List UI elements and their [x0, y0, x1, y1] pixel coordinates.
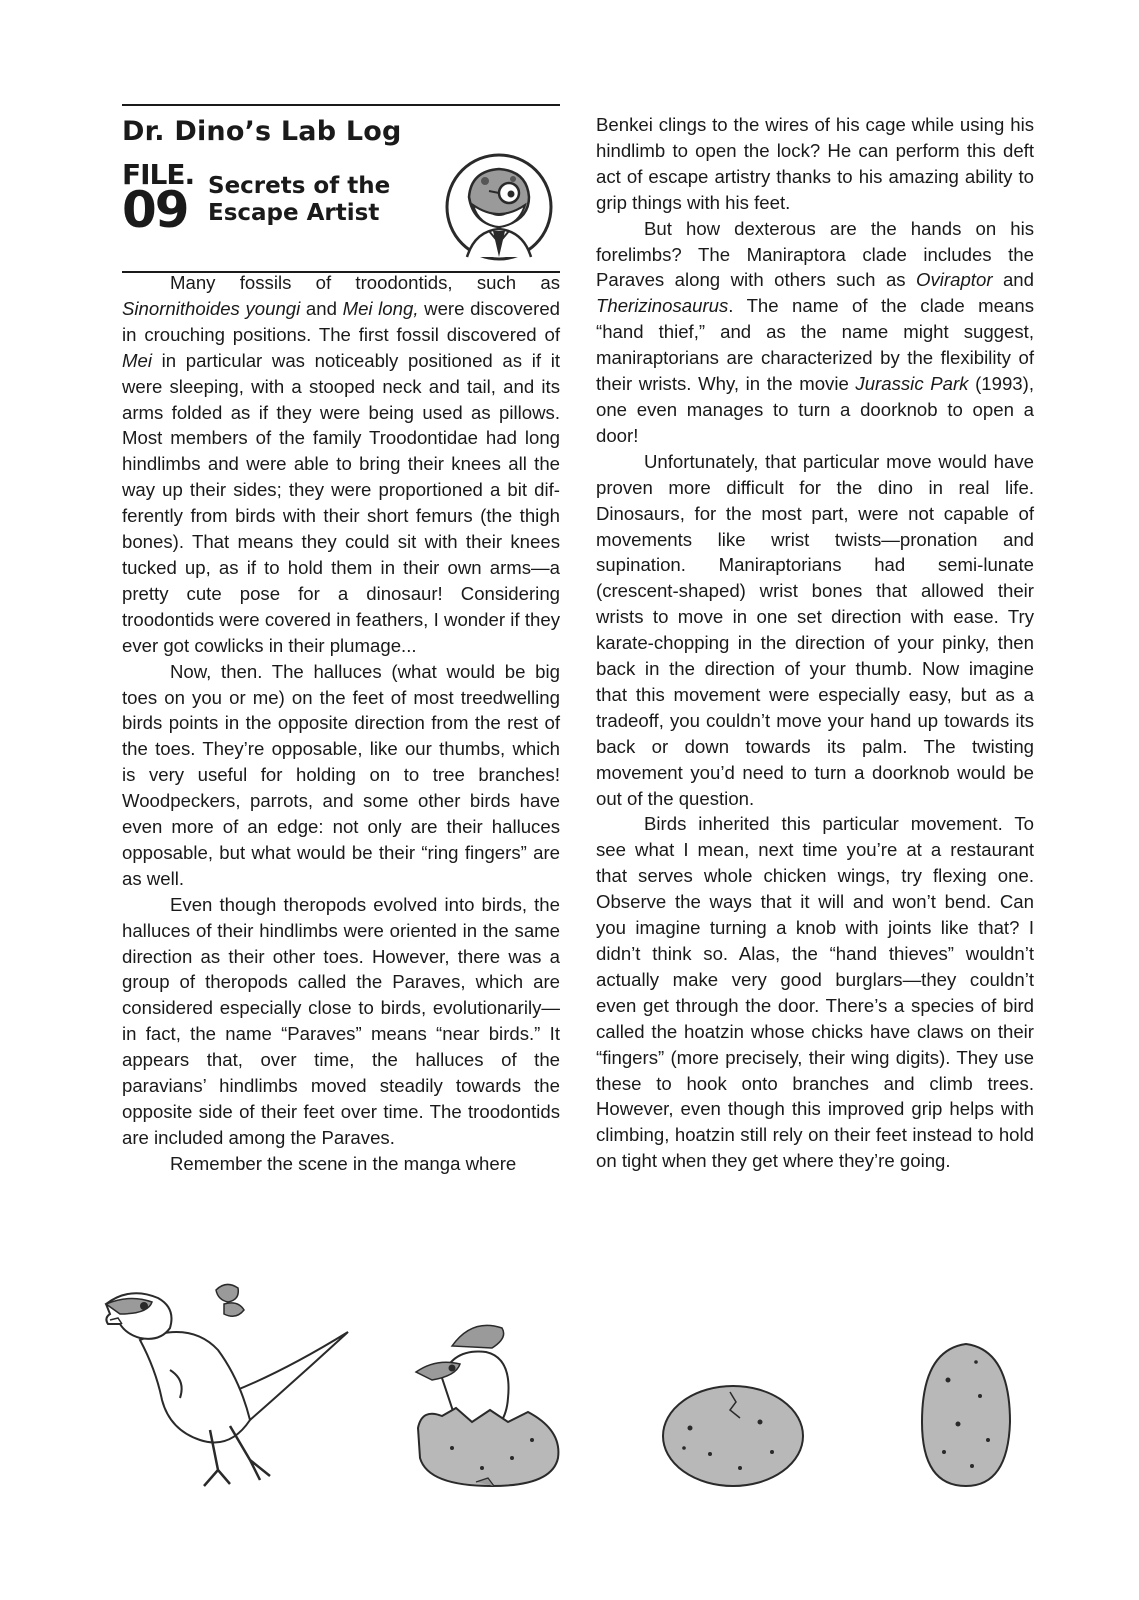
- hatching-chick-icon: [412, 1318, 572, 1490]
- text-run: . The name of the clade means “hand thief,” and as the name might suggest, maniraptorians are characterized by the flexibility of their wrists. Why, in the movie: [596, 295, 1034, 395]
- text-run: and: [300, 297, 343, 319]
- log-header: [122, 104, 560, 275]
- movie-title: Jurassic Park: [855, 373, 969, 395]
- file-heading: [122, 155, 560, 275]
- dinosaur-raptor-icon: [100, 1280, 360, 1500]
- egg-icon: [918, 1340, 1014, 1490]
- paragraph: [122, 270, 560, 659]
- text-run: (1993), one even manages to turn a doorknob to open a door!: [596, 373, 1034, 446]
- text-run: in particular was noticeably positioned as if it were sleeping, with a stooped neck and tail, and its arms folded as if they were being used as pillows. Most members of the family Troodontidae had long hindlimbs and were able to bring their knees all the way up their sides; they were proportioned a bit differently from birds with their short femurs (the thigh bones). That means they could sit with their knees tucked up, as if to hold them in their own arms—a pretty cute pose for a dinosaur! Considering troodontids were covered in feathers, I wonder if they ever got cowlicks in their plumage...: [122, 349, 560, 656]
- text-run: But how dexterous are the hands on his forelimbs? The Maniraptora clade includes the Paraves along with others such as: [596, 217, 1034, 291]
- file-number: 09: [122, 181, 188, 239]
- file-subtitle: [208, 173, 390, 227]
- subtitle-line-1: Secrets of the: [208, 173, 391, 199]
- species-name: Sinornithoides youngi: [122, 297, 301, 319]
- text-run: were discovered in crouching positions. The first fossil discovered of: [122, 297, 560, 345]
- paragraph: Remember the scene in the manga where: [170, 1152, 517, 1174]
- paragraph: [596, 216, 1034, 449]
- paragraph: Birds inherited this particular movement. To see what I mean, next time you’re at a restaurant that serves whole chicken wings, try flexing one. Observe the ways that it will and won’t bend. Can you imagine turning a knob with joints like that? I didn’t think so. Alas, the “hand thieves” wouldn’t actually make very good burglars—they couldn’t even get through the door. There’s a species of bird called the hoatzin whose chicks have claws on their “fingers” (more precisely, their wing digits). They use these to hook onto branches and climb trees. However, even though this improved grip helps with climbing, hoatzin still rely on their feet instead to hold on tight when they get where they’re going.: [596, 813, 1034, 1172]
- right-column: [596, 112, 1034, 1174]
- file-label: FILE.: [122, 158, 195, 191]
- taxon-name: Therizinosaurus: [596, 295, 729, 317]
- dinosaur-scientist-mascot-icon: [427, 153, 561, 265]
- text-run: Many fossils of troodontids, such as: [170, 272, 560, 293]
- cracked-egg-icon: [660, 1382, 806, 1490]
- paragraph: Now, then. The halluces (what would be big toes on you or me) on the feet of most treedwelling birds points in the opposite direction from the rest of the toes. They’re opposable, like our thumbs, which is very useful for holding on to tree branches! Woodpeckers, parrots, and some other birds have even more of an edge: not only are their halluces opposable, but what would be their “ring fingers” are as well.: [122, 660, 560, 889]
- paragraph: Benkei clings to the wires of his cage while using his hindlimb to open the lock? He can perform this deft act of escape artistry thanks to his amazing ability to grip things with his feet.: [596, 114, 1034, 213]
- species-name: Mei: [122, 349, 152, 371]
- header-top-rule: [122, 104, 560, 106]
- left-column: [122, 270, 560, 1177]
- page-title: Dr. Dino’s Lab Log: [122, 116, 402, 147]
- text-run: and: [992, 269, 1034, 291]
- paragraph: Even though theropods evolved into birds, the halluces of their hindlimbs were oriented in the same direction as their other toes. However, there was a group of theropods called the Paraves, which are considered especially close to birds, evolutionarily—in fact, the name “Paraves” means “near birds.” It appears that, over time, the halluces of the paravians’ hindlimbs moved steadily towards the opposite side of their feet over time. The troodontids are included among the Paraves.: [122, 893, 560, 1148]
- paragraph: Unfortunately, that particular move would have proven more difficult for the dino in real life. Dinosaurs, for the most part, were not capable of movements like wrist twists—pronation and supination. Maniraptorians had semi-lunate (crescent-shaped) wrist bones that allowed their wrists to move in one set direction with ease. Try karate-chopping in the direction of your pinky, then back in the direction of your thumb. Now imagine that this movement were especially easy, but as a tradeoff, you couldn’t move your hand up towards its back or down towards its palm. The twisting movement you’d need to turn a doorknob would be out of the question.: [596, 450, 1034, 809]
- species-name: Mei long,: [342, 297, 419, 319]
- taxon-name: Oviraptor: [916, 269, 993, 291]
- subtitle-line-2: Escape Artist: [208, 200, 380, 226]
